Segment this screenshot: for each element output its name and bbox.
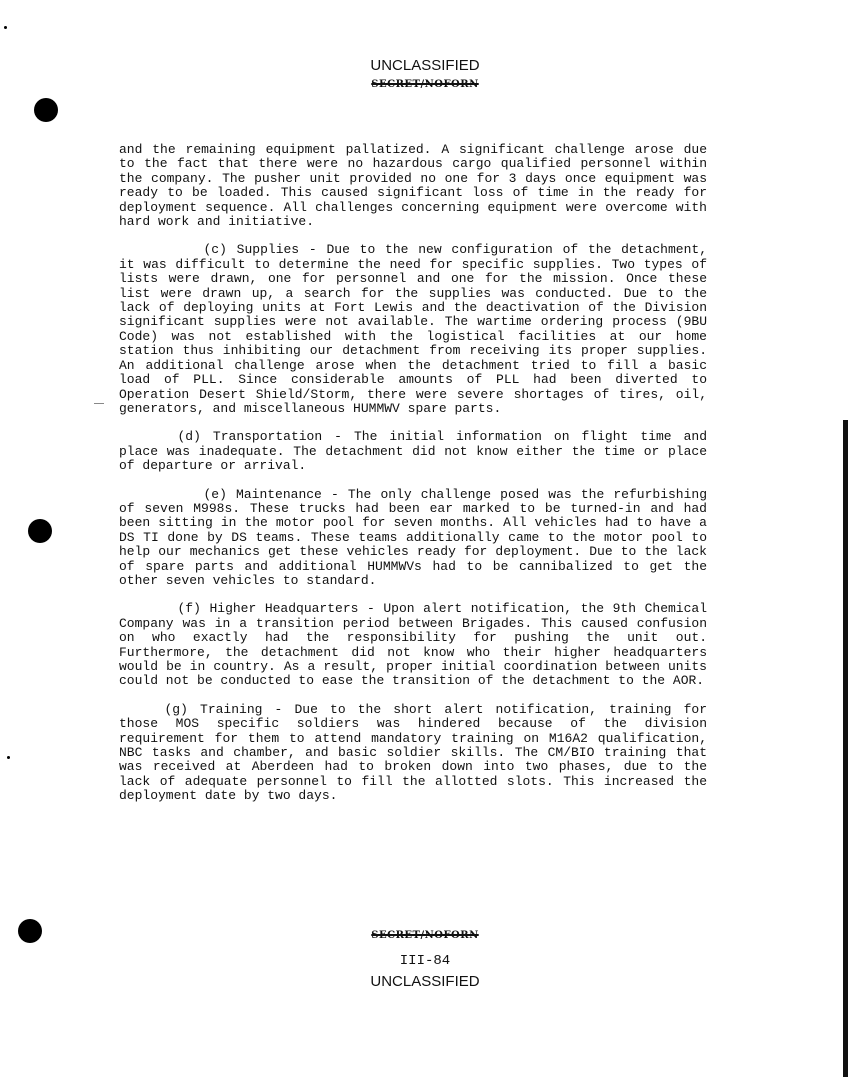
classification-header: UNCLASSIFIED [370,57,480,74]
scan-edge-bar [843,420,848,1077]
paragraph-continued: and the remaining equipment pallatized. A significant challenge arose due to the fact that there were no hazardous cargo qualified personnel within the company. The pusher unit provided no one for 3 days once equipment was ready to be loaded. This caused significant loss of time in the ready for deployment sequence. All challenges concerning equipment were overcome with hard work and initiative. [119,142,707,230]
paragraph-d-transportation: (d) Transportation - The initial information on flight time and place was inadequate. The detachment did not know either the time or place of departure or arrival. [119,429,707,474]
binder-hole-middle [28,519,52,543]
binder-hole-top [34,98,58,122]
paragraph-e-maintenance: (e) Maintenance - The only challenge posed was the refurbishing of seven M998s. These trucks had been ear marked to be turned-in and had been sitting in the motor pool for seven months. All vehicles had to have a DS TI done by DS teams. These teams additionally came to the motor pool to help our mechanics get these vehicles ready for deployment. Due to the lack of spare parts and additional HUMMWVs had to be cannibalized to get the other seven vehicles to standard. [119,486,707,588]
document-body [119,143,707,818]
margin-mark [94,403,104,404]
paragraph-c-supplies: (c) Supplies - Due to the new configuration of the detachment, it was difficult to determine the need for specific supplies. Two types of lists were drawn, one for personnel and one for the mission. Once these list were drawn up, a search for the supplies was conducted. Due to the lack of deploying units at Fort Lewis and the deactivation of the Division significant supplies were not available. The wartime ordering process (9BU Code) was not established with the logistical facilities at our home station thus inhibiting our detachment from receiving its proper supplies. An additional challenge arose when the detachment tried to fill a basic load of PLL. Since considerable amounts of PLL had been diverted to Operation Desert Shield/Storm, there were severe shortages of tires, oil, generators, and miscellaneous HUMMWV spare parts. [119,242,707,416]
page-number: III-84 [399,953,451,969]
scan-speck [7,756,10,759]
classification-footer: UNCLASSIFIED [370,973,480,990]
scan-speck [4,26,7,29]
struck-marking-header: SECRET/NOFORN [371,79,479,90]
paragraph-f-higher-headquarters: (f) Higher Headquarters - Upon alert notification, the 9th Chemical Company was in a transition period between Brigades. This caused confusion on who exactly had the responsibility for pushing the unit out. Furthermore, the detachment did not know who their higher headquarters would be in country. As a result, proper initial coordination between units could not be conducted to ease the transition of the detachment to the AOR. [119,601,707,689]
struck-marking-footer: SECRET/NOFORN [371,930,479,941]
paragraph-g-training: (g) Training - Due to the short alert notification, training for those MOS specific soldiers was hindered because of the division requirement for them to attend mandatory training on M16A2 qualification, NBC tasks and chamber, and basic soldier skills. The CM/BIO training that was received at Aberdeen had to broken down into two phases, due to the lack of adequate personnel to fill the allotted slots. This increased the deployment date by two days. [119,701,707,804]
